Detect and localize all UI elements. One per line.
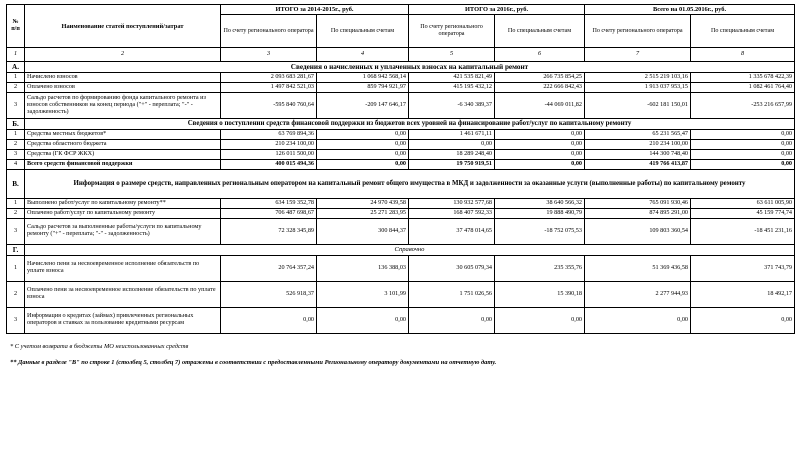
cell-value: 266 735 854,25 — [495, 73, 585, 83]
section-title: Информация о размере средств, направленных региональным оператором на капитальный ремонт общего имущества в МКД и задолженности за оказанные услуги (выполненные работы) по капитальному ремонту — [25, 169, 795, 198]
cell-value: 1 068 942 568,14 — [317, 73, 409, 83]
cell-value: 63 611 005,90 — [691, 198, 795, 208]
header-sub-2014-ro: По счету регионального оператора — [221, 15, 317, 48]
row-number: 1 — [7, 198, 25, 208]
section-header-row — [7, 119, 795, 130]
cell-value: 168 407 592,33 — [409, 208, 495, 218]
cell-value: 65 231 565,47 — [585, 130, 691, 140]
row-name: Выполнено работ/услуг по капитальному ремонту** — [25, 198, 221, 208]
row-number: 3 — [7, 150, 25, 160]
row-number: 1 — [7, 130, 25, 140]
header-group-2014-2015: ИТОГО за 2014-2015г., руб. — [221, 5, 409, 15]
row-number: 3 — [7, 307, 25, 333]
cell-value: 15 390,18 — [495, 281, 585, 307]
table-row — [7, 307, 795, 333]
colnum-3: 3 — [221, 48, 317, 62]
cell-value: 45 159 774,74 — [691, 208, 795, 218]
colnum-4: 4 — [317, 48, 409, 62]
cell-value: 0,00 — [691, 140, 795, 150]
section-header-row — [7, 169, 795, 198]
row-name: Оплачено пени за несвоевременное исполнение обязательств по уплате взноса — [25, 281, 221, 307]
header-sub-total-spec: По специальным счетам — [691, 15, 795, 48]
cell-value: 210 234 100,00 — [585, 140, 691, 150]
cell-value: 1 335 678 422,39 — [691, 73, 795, 83]
cell-value: 2 093 683 281,67 — [221, 73, 317, 83]
row-name: Средства (ГК ФСР ЖКХ) — [25, 150, 221, 160]
table-row — [7, 83, 795, 93]
colnum-7: 7 — [585, 48, 691, 62]
cell-value: 20 764 357,24 — [221, 255, 317, 281]
row-name: Начислено взносов — [25, 73, 221, 83]
section-header-row — [7, 62, 795, 73]
row-name: Сальдо расчетов по формированию фонда капитального ремонта из взносов собственников на конец периода ("+" - переплата; "-" - задолженность) — [25, 93, 221, 119]
table-row — [7, 198, 795, 208]
header-name: Наименование статей поступлений/затрат — [25, 5, 221, 48]
header-sub-2016-ro: По счету регионального оператора — [409, 15, 495, 48]
cell-value: 0,00 — [495, 159, 585, 169]
cell-value: 2 515 219 103,16 — [585, 73, 691, 83]
row-name: Средства местных бюджетов* — [25, 130, 221, 140]
row-number: 2 — [7, 140, 25, 150]
header-row-groups — [7, 5, 795, 15]
section-title: Справочно — [25, 244, 795, 255]
section-header-row — [7, 244, 795, 255]
table-row — [7, 130, 795, 140]
cell-value: 19 888 490,79 — [495, 208, 585, 218]
row-name: Информация о кредитах (займах) привлеченных региональных операторов и ставках за пользование кредитными ресурсам — [25, 307, 221, 333]
cell-value: 400 015 494,36 — [221, 159, 317, 169]
row-name: Оплачено взносов — [25, 83, 221, 93]
section-letter: В. — [7, 169, 25, 198]
colnum-8: 8 — [691, 48, 795, 62]
table-row — [7, 208, 795, 218]
row-number: 4 — [7, 159, 25, 169]
table-row — [7, 150, 795, 160]
cell-value: 0,00 — [221, 307, 317, 333]
cell-value: -18 752 075,53 — [495, 218, 585, 244]
table-row — [7, 255, 795, 281]
header-group-2016: ИТОГО за 2016г., руб. — [409, 5, 585, 15]
cell-value: 126 011 500,00 — [221, 150, 317, 160]
capital-repair-report-table — [6, 4, 795, 334]
cell-value: 0,00 — [691, 150, 795, 160]
cell-value: 0,00 — [495, 307, 585, 333]
cell-value: 0,00 — [495, 140, 585, 150]
cell-value: 19 750 919,51 — [409, 159, 495, 169]
row-number: 2 — [7, 281, 25, 307]
row-number: 2 — [7, 208, 25, 218]
row-name: Оплачено работ/услуг по капитальному ремонту — [25, 208, 221, 218]
row-number: 1 — [7, 255, 25, 281]
cell-value: 51 369 436,58 — [585, 255, 691, 281]
cell-value: 37 478 014,65 — [409, 218, 495, 244]
cell-value: 38 640 566,32 — [495, 198, 585, 208]
cell-value: 765 091 930,46 — [585, 198, 691, 208]
cell-value: -44 069 011,82 — [495, 93, 585, 119]
cell-value: 0,00 — [317, 150, 409, 160]
row-number: 3 — [7, 218, 25, 244]
column-number-row — [7, 48, 795, 62]
cell-value: 18 492,17 — [691, 281, 795, 307]
table-row — [7, 218, 795, 244]
cell-value: 634 159 352,78 — [221, 198, 317, 208]
footnote-1: * С учетом возврата в бюджеты МО неиспользованных средств — [10, 342, 189, 350]
cell-value: 0,00 — [691, 130, 795, 140]
cell-value: 210 234 100,00 — [221, 140, 317, 150]
cell-value: 1 461 671,11 — [409, 130, 495, 140]
header-group-total: Всего на 01.05.2016г., руб. — [585, 5, 795, 15]
row-name: Сальдо расчетов за выполненные работы/услуги по капитальному ремонту ("+" - переплата; "-" - задолженность) — [25, 218, 221, 244]
cell-value: 415 195 432,12 — [409, 83, 495, 93]
colnum-5: 5 — [409, 48, 495, 62]
cell-value: 0,00 — [317, 159, 409, 169]
cell-value: 109 803 360,54 — [585, 218, 691, 244]
table-row — [7, 73, 795, 83]
table-row — [7, 159, 795, 169]
cell-value: 0,00 — [495, 150, 585, 160]
cell-value: 1 751 026,56 — [409, 281, 495, 307]
header-np: № п/п — [7, 5, 25, 48]
footnote-2: ** Данные в разделе "В" по строке 1 (столбец 5, столбец 7) отражены в соответствии с предоставленными Региональному оператору документами на отчетную дату. — [10, 358, 497, 366]
cell-value: 0,00 — [495, 130, 585, 140]
cell-value: 144 300 748,40 — [585, 150, 691, 160]
cell-value: 24 970 439,58 — [317, 198, 409, 208]
cell-value: -18 451 231,16 — [691, 218, 795, 244]
section-title: Сведения о начисленных и уплаченных взносах на капитальный ремонт — [25, 62, 795, 73]
header-sub-2014-spec: По специальным счетам — [317, 15, 409, 48]
row-name: Средства областного бюджета — [25, 140, 221, 150]
cell-value: 0,00 — [317, 140, 409, 150]
cell-value: 859 794 921,97 — [317, 83, 409, 93]
row-number: 2 — [7, 83, 25, 93]
cell-value: 222 666 842,43 — [495, 83, 585, 93]
cell-value: 0,00 — [317, 130, 409, 140]
cell-value: 1 082 461 764,40 — [691, 83, 795, 93]
cell-value: 0,00 — [409, 307, 495, 333]
cell-value: 25 271 283,95 — [317, 208, 409, 218]
table-row — [7, 281, 795, 307]
cell-value: 706 487 698,67 — [221, 208, 317, 218]
cell-value: 1 913 037 953,15 — [585, 83, 691, 93]
section-letter: Б. — [7, 119, 25, 130]
row-name: Всего средств финансовой поддержки — [25, 159, 221, 169]
cell-value: 0,00 — [409, 140, 495, 150]
section-letter: А. — [7, 62, 25, 73]
cell-value: 2 277 944,93 — [585, 281, 691, 307]
cell-value: 0,00 — [691, 307, 795, 333]
cell-value: 421 535 821,49 — [409, 73, 495, 83]
cell-value: 300 844,37 — [317, 218, 409, 244]
colnum-1: 1 — [7, 48, 25, 62]
row-name: Начислено пени за несвоевременное исполнение обязательств по уплате взноса — [25, 255, 221, 281]
cell-value: 526 918,37 — [221, 281, 317, 307]
cell-value: -6 340 389,37 — [409, 93, 495, 119]
colnum-6: 6 — [495, 48, 585, 62]
section-title: Сведения о поступлении средств финансовой поддержки из бюджетов всех уровней на финансирование работ/услуг по капитальному ремонту — [25, 119, 795, 130]
cell-value: 0,00 — [317, 307, 409, 333]
cell-value: 18 289 248,40 — [409, 150, 495, 160]
cell-value: 63 769 894,36 — [221, 130, 317, 140]
table-row — [7, 140, 795, 150]
cell-value: 0,00 — [585, 307, 691, 333]
cell-value: 3 101,99 — [317, 281, 409, 307]
cell-value: 1 497 842 521,03 — [221, 83, 317, 93]
cell-value: 371 743,79 — [691, 255, 795, 281]
row-number: 1 — [7, 73, 25, 83]
header-sub-2016-spec: По специальным счетам — [495, 15, 585, 48]
cell-value: -595 840 760,64 — [221, 93, 317, 119]
cell-value: 136 388,03 — [317, 255, 409, 281]
cell-value: 0,00 — [691, 159, 795, 169]
table-row — [7, 93, 795, 119]
cell-value: 30 605 079,34 — [409, 255, 495, 281]
header-sub-total-ro: По счету регионального оператора — [585, 15, 691, 48]
cell-value: -602 181 150,01 — [585, 93, 691, 119]
row-number: 3 — [7, 93, 25, 119]
cell-value: 130 932 577,68 — [409, 198, 495, 208]
cell-value: -209 147 646,17 — [317, 93, 409, 119]
colnum-2: 2 — [25, 48, 221, 62]
cell-value: 419 766 413,87 — [585, 159, 691, 169]
cell-value: 235 355,76 — [495, 255, 585, 281]
section-letter: Г. — [7, 244, 25, 255]
cell-value: 874 895 291,00 — [585, 208, 691, 218]
cell-value: 72 328 345,89 — [221, 218, 317, 244]
cell-value: -253 216 657,99 — [691, 93, 795, 119]
